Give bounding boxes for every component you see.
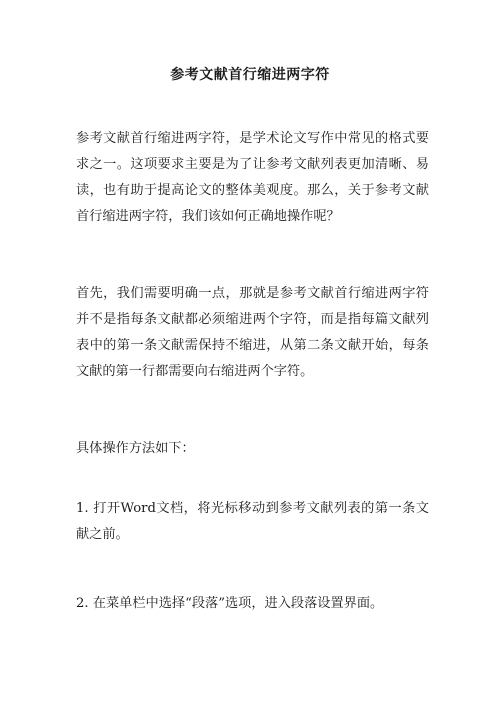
paragraph-step-2: 2. 在菜单栏中选择“段落”选项，进入段落设置界面。 (76, 596, 384, 611)
paragraph-method-heading: 具体操作方法如下： (76, 441, 195, 456)
document-title: 参考文献首行缩进两字符 (170, 67, 330, 83)
paragraph-clarification: 首先，我们需要明确一点，那就是参考文献首行缩进两字符并不是指每条文献都必须缩进两个字符，而是指每篇文献列表中的第一条文献需保持不缩进，从第二条文献开始，每条文献的第一行都需要向右缩进两个字符。 (76, 286, 429, 379)
paragraph-step-1: 1. 打开Word文档，将光标移动到参考文献列表的第一条文献之前。 (76, 501, 429, 542)
paragraph-intro: 参考文献首行缩进两字符，是学术论文写作中常见的格式要求之一。这项要求主要是为了让参考文献列表更加清晰、易读，也有助于提高论文的整体美观度。那么，关于参考文献首行缩进两字符，我们该如何正确地操作呢？ (76, 131, 429, 224)
